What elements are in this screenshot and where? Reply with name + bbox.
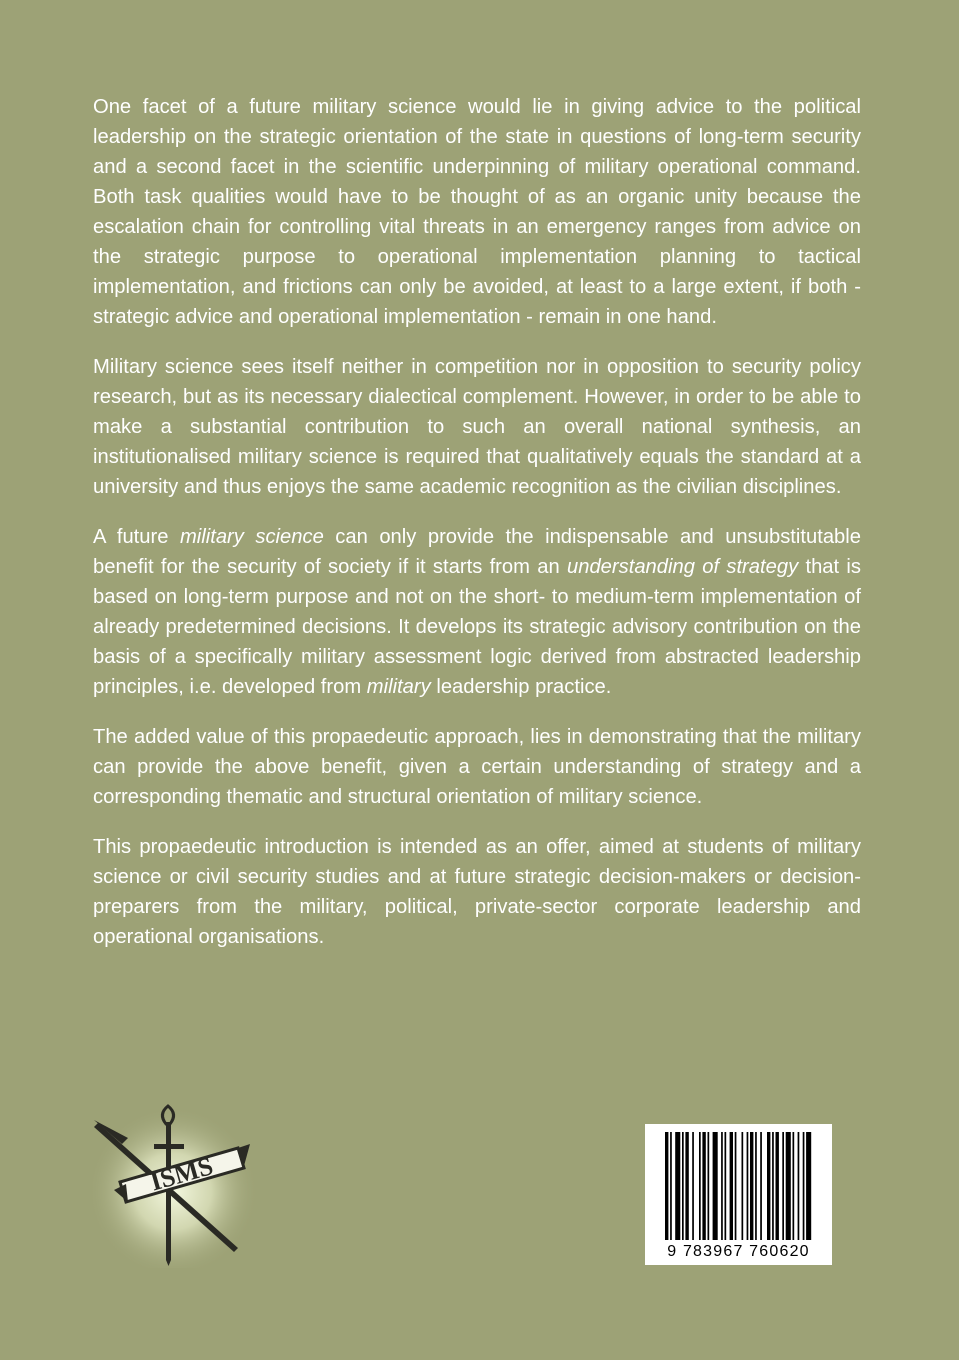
paragraph-1 <box>93 92 861 332</box>
italic-text: understanding of strategy <box>566 556 799 578</box>
isms-logo <box>88 1098 258 1268</box>
paragraph-5 <box>93 832 861 952</box>
isbn-barcode <box>645 1124 832 1265</box>
text-run: One facet of a future military science would lie in giving advice to the political leadership on the strategic orientation of the state in questions of long-term security and a second facet in the scientific underpinning of military operational command. Both task qualities would have to be thought of as an organic unity because the escalation chain for controlling vital threats in an emergency ranges from advice on the strategic purpose to operational implementation planning to tactical implementation, and frictions can only be avoided, at least to a large extent, if both - strategic advice and operational implementation - remain in one hand. <box>93 96 861 328</box>
text-run: can only provide the indispensable and unsubstitutable benefit for the security of society if it starts from an <box>93 526 861 578</box>
text-run: This propaedeutic introduction is intended as an offer, aimed at students of military science or civil security studies and at future strategic decision-makers or decision-preparers from the military, political, private-sector corporate leadership and operational organisations. <box>93 836 861 948</box>
paragraph-4 <box>93 722 861 812</box>
paragraph-3 <box>93 522 861 702</box>
text-run: The added value of this propaedeutic approach, lies in demonstrating that the military can provide the above benefit, given a certain understanding of strategy and a corresponding thematic and structural orientation of military science. <box>93 726 861 808</box>
text-run: Military science sees itself neither in competition nor in opposition to security policy research, but as its necessary dialectical complement. However, in order to be able to make a substantial contribution to such an overall national synthesis, an institutionalised military science is required that qualitatively equals the standard at a university and thus enjoys the same academic recognition as the civilian disciplines. <box>93 356 861 498</box>
back-cover-text <box>93 92 861 972</box>
sword-and-quill-emblem-icon <box>88 1098 258 1268</box>
text-run: A future <box>93 526 180 548</box>
text-run: leadership practice. <box>430 676 612 698</box>
text-run: that is based on long-term purpose and not on the short- to medium-term implementation of already predetermined decisions. It develops its strategic advisory contribution on the basis of a specifically military assessment logic derived from abstracted leadership principles, i.e. developed from <box>93 556 861 698</box>
barcode-number: 9 783967 760620 <box>667 1243 810 1260</box>
italic-text: military <box>366 676 431 698</box>
italic-text: military science <box>179 526 324 548</box>
logo-text: ISMS <box>147 1151 217 1197</box>
paragraph-2 <box>93 352 861 502</box>
